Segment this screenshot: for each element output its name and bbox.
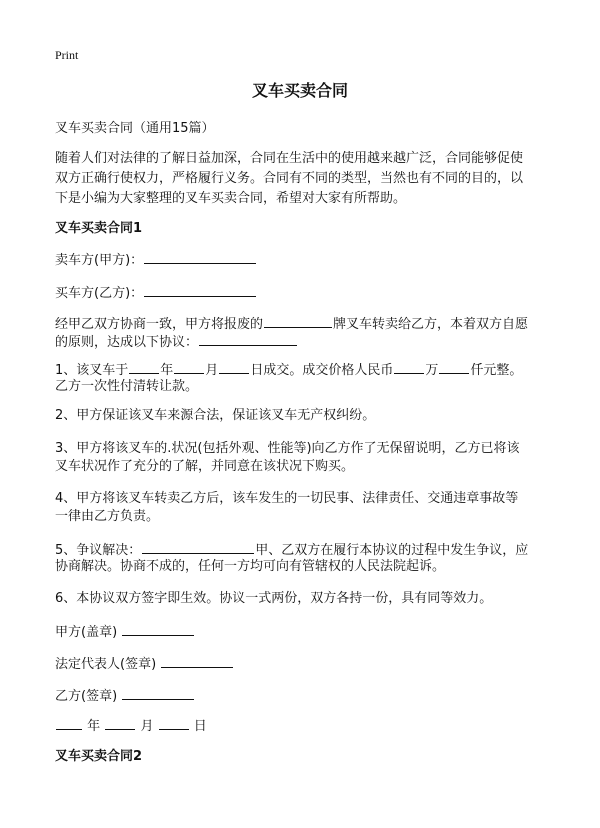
sign-year-blank[interactable] bbox=[56, 716, 82, 730]
clause-1-text-d: 日成交。成交价格人民币 bbox=[250, 363, 394, 378]
intro-line-2: 双方正确行使权力，严格履行义务。合同有不同的类型，当然也有不同的目的，以 bbox=[55, 171, 524, 186]
buyer-label: 买车方(乙方)： bbox=[55, 286, 144, 301]
agreement-line-1 bbox=[55, 314, 528, 334]
print-link[interactable]: Print bbox=[55, 48, 79, 62]
agreement-blank[interactable] bbox=[199, 332, 297, 346]
clause-5-text-b: 甲、乙双方在履行本协议的过程中发生争议，应 bbox=[255, 543, 529, 558]
dispute-blank[interactable] bbox=[142, 540, 254, 554]
document-subtitle: 叉车买卖合同（通用15篇） bbox=[55, 121, 215, 136]
clause-1-text-a: 1、该叉车于 bbox=[55, 363, 129, 378]
sign-party-b-label: 乙方(签章) bbox=[55, 689, 118, 704]
intro-line-1: 随着人们对法律的了解日益加深，合同在生活中的使用越来越广泛，合同能够促使 bbox=[55, 151, 524, 166]
clause-1-year: 年 bbox=[160, 363, 174, 378]
qian-blank[interactable] bbox=[439, 360, 469, 374]
clause-3-line-1: 3、甲方将该叉车的.状况(包括外观、性能等)向乙方作了无保留说明，乙方已将该 bbox=[55, 441, 520, 456]
day-blank[interactable] bbox=[219, 360, 249, 374]
intro-line-3: 下是小编为大家整理的叉车买卖合同，希望对大家有所帮助。 bbox=[55, 191, 407, 206]
document-title: 叉车买卖合同 bbox=[251, 81, 348, 100]
plate-blank[interactable] bbox=[264, 314, 332, 328]
section-heading-2: 叉车买卖合同2 bbox=[55, 749, 143, 764]
date-day: 日 bbox=[193, 719, 207, 734]
clause-1-month: 月 bbox=[205, 363, 219, 378]
date-line bbox=[55, 716, 207, 736]
clause-5-line-2: 协商解决。协商不成的，任何一方均可向有管辖权的人民法院起诉。 bbox=[55, 559, 446, 574]
agreement-line-2 bbox=[55, 332, 298, 352]
clause-6: 6、本协议双方签字即生效。协议一式两份，双方各持一份，具有同等效力。 bbox=[55, 591, 493, 606]
agreement-text-c: 的原则，达成以下协议： bbox=[55, 335, 199, 350]
section-heading-1: 叉车买卖合同1 bbox=[55, 221, 143, 236]
sign-legal-rep-label: 法定代表人(签章) bbox=[55, 657, 157, 672]
clause-1-line-2: 乙方一次性付清转让款。 bbox=[55, 379, 199, 394]
clause-1-text-f: 仟元整。 bbox=[470, 363, 523, 378]
buyer-line bbox=[55, 283, 257, 303]
clause-4-line-2: 一律由乙方负责。 bbox=[55, 509, 160, 524]
year-blank[interactable] bbox=[129, 360, 159, 374]
wan-blank[interactable] bbox=[394, 360, 424, 374]
sign-month-blank[interactable] bbox=[105, 716, 135, 730]
legal-rep-blank[interactable] bbox=[161, 654, 233, 668]
sign-party-a-line bbox=[55, 622, 195, 642]
clause-5-line-1 bbox=[55, 540, 528, 560]
sign-legal-rep-line bbox=[55, 654, 234, 674]
clause-3-line-2: 叉车状况作了充分的了解，并同意在该状况下购买。 bbox=[55, 459, 355, 474]
seller-line bbox=[55, 250, 257, 270]
clause-1-line-1 bbox=[55, 360, 522, 380]
buyer-blank[interactable] bbox=[144, 283, 256, 297]
party-b-seal-blank[interactable] bbox=[122, 686, 194, 700]
sign-day-blank[interactable] bbox=[159, 716, 189, 730]
date-year: 年 bbox=[87, 719, 101, 734]
seller-blank[interactable] bbox=[144, 250, 256, 264]
sign-party-b-line bbox=[55, 686, 195, 706]
agreement-text-b: 牌叉车转卖给乙方，本着双方自愿 bbox=[333, 317, 529, 332]
agreement-text-a: 经甲乙双方协商一致，甲方将报废的 bbox=[55, 317, 264, 332]
month-blank[interactable] bbox=[174, 360, 204, 374]
clause-4-line-1: 4、甲方将该叉车转卖乙方后，该车发生的一切民事、法律责任、交通违章事故等 bbox=[55, 491, 519, 506]
date-month: 月 bbox=[140, 719, 154, 734]
clause-1-wan: 万 bbox=[425, 363, 439, 378]
sign-party-a-label: 甲方(盖章) bbox=[55, 625, 118, 640]
clause-2: 2、甲方保证该叉车来源合法，保证该叉车无产权纠纷。 bbox=[55, 408, 376, 423]
clause-5-text-a: 5、争议解决： bbox=[55, 543, 142, 558]
seller-label: 卖车方(甲方)： bbox=[55, 253, 144, 268]
party-a-seal-blank[interactable] bbox=[122, 622, 194, 636]
